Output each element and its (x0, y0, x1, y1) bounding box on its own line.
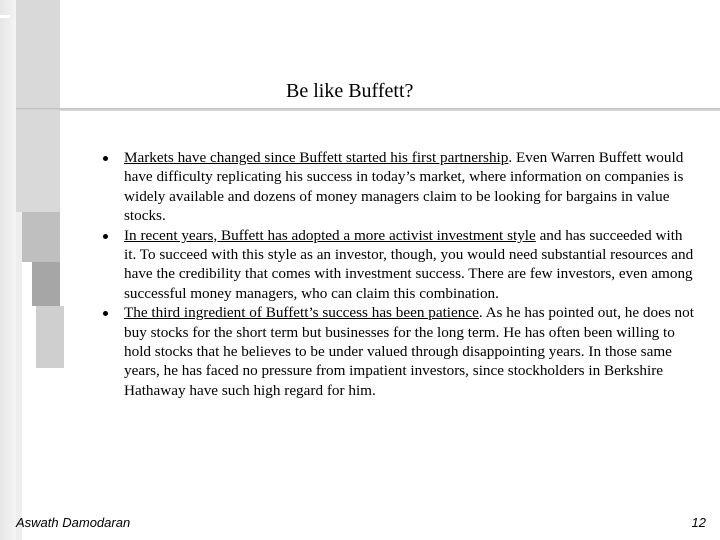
left-decor-notch (0, 15, 10, 18)
left-decor-block-1 (16, 0, 60, 212)
bullet-lead: The third ingredient of Buffett’s success has been patience (124, 304, 479, 322)
bullet-lead: In recent years, Buffett has adopted a more activist investment style (124, 226, 536, 244)
left-decor-strip (16, 212, 22, 540)
left-decor-bar (0, 0, 16, 540)
bullet-text: . Even Warren Buffett would have difficulty replicating his success in today’s market, where information on companies is widely available and dozens of money managers claim to be looking for bargains in value stocks. (124, 149, 684, 225)
bullet-text: and has succeeded with it. To succeed with this style as an investor, though, you would need substantial resources and have the credibility that comes with investment success. There are few investors, even among successful money managers, who can claim this combination. (124, 226, 694, 302)
left-decor-block-2 (22, 212, 60, 262)
bullet-text: . As he has pointed out, he does not buy stocks for the short term but businesses for the long term. He has often been willing to hold stocks that he believes to be under valued through disappointing years. In those same years, he has faced no pressure from impatient investors, since stockholders in Berkshire Hathaway have such high regard for him. (124, 304, 694, 399)
bullet-dot-icon (103, 234, 108, 239)
bullet-list (100, 148, 698, 400)
left-decor-block-4 (36, 306, 64, 368)
bullet-dot-icon (103, 156, 108, 161)
bullet-dot-icon (103, 311, 108, 316)
bullet-item (100, 148, 698, 226)
bullet-lead: Markets have changed since Buffett started his first partnership (124, 149, 509, 166)
left-decor-block-3 (32, 262, 60, 306)
page-number: 12 (691, 515, 706, 530)
slide-title: Be like Buffett? (286, 80, 414, 102)
footer-author: Aswath Damodaran (16, 515, 131, 530)
bullet-item (100, 303, 698, 400)
bullet-item (100, 226, 698, 304)
title-divider (16, 108, 720, 111)
